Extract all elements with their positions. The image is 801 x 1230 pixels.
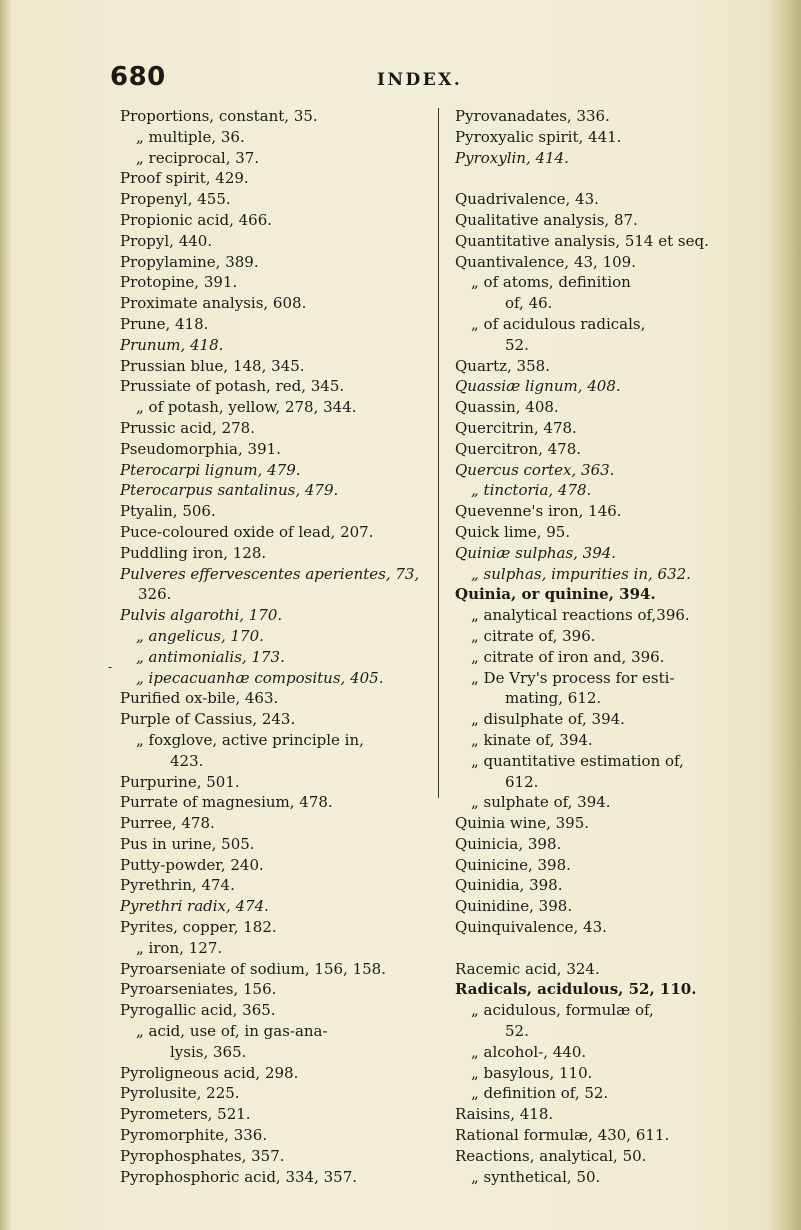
index-entry: „ ipecacuanhæ compositus, 405. bbox=[136, 668, 384, 687]
index-entry: Pseudomorphia, 391. bbox=[120, 439, 281, 458]
index-entry: „ multiple, 36. bbox=[136, 127, 245, 146]
index-entry: „ iron, 127. bbox=[136, 938, 223, 957]
index-entry: 52. bbox=[505, 335, 529, 354]
index-entry: Quinidia, 398. bbox=[455, 876, 563, 895]
index-entry: Pyrophosphates, 357. bbox=[120, 1146, 285, 1165]
index-entry: „ kinate of, 394. bbox=[471, 730, 593, 749]
index-entry: „ of atoms, definition bbox=[471, 273, 631, 292]
index-entry: Prussiate of potash, red, 345. bbox=[120, 377, 345, 396]
index-entry: lysis, 365. bbox=[170, 1042, 247, 1061]
index-entry: Puce-coloured oxide of lead, 207. bbox=[120, 522, 374, 541]
index-entry: Pyrites, copper, 182. bbox=[120, 918, 277, 937]
index-entry: Quercitron, 478. bbox=[455, 439, 582, 458]
index-entry: Purified ox-bile, 463. bbox=[120, 689, 279, 708]
index-entry: „ angelicus, 170. bbox=[136, 626, 264, 645]
running-head: INDEX. bbox=[377, 70, 463, 90]
index-entry: Racemic acid, 324. bbox=[455, 959, 600, 978]
index-entry: Propylamine, 389. bbox=[120, 252, 259, 271]
index-entry: Proof spirit, 429. bbox=[120, 169, 249, 188]
index-entry: Quartz, 358. bbox=[455, 356, 550, 375]
index-entry: Propenyl, 455. bbox=[120, 190, 231, 209]
index-entry: „ acid, use of, in gas-ana- bbox=[136, 1022, 328, 1041]
index-entry: Purrate of magnesium, 478. bbox=[120, 793, 333, 812]
index-entry: Pyroarseniates, 156. bbox=[120, 980, 277, 999]
index-entry: Proximate analysis, 608. bbox=[120, 294, 307, 313]
index-entry: Quassin, 408. bbox=[455, 398, 559, 417]
page-left-edge bbox=[0, 0, 12, 1230]
index-entry: Propyl, 440. bbox=[120, 231, 213, 250]
index-entry: Pyrometers, 521. bbox=[120, 1105, 251, 1124]
index-entry: Quinia, or quinine, 394. bbox=[455, 585, 656, 604]
index-entry: Quick lime, 95. bbox=[455, 522, 571, 541]
index-entry: Quinicine, 398. bbox=[455, 855, 571, 874]
index-entry: Qualitative analysis, 87. bbox=[455, 210, 638, 229]
index-entry: Quercitrin, 478. bbox=[455, 418, 577, 437]
index-entry: „ of acidulous radicals, bbox=[471, 314, 646, 333]
index-entry: „ acidulous, formulæ of, bbox=[471, 1001, 654, 1020]
index-entry: „ disulphate of, 394. bbox=[471, 710, 625, 729]
index-column-right bbox=[455, 106, 755, 1187]
index-entry: Quantivalence, 43, 109. bbox=[455, 252, 636, 271]
index-entry: Pulvis algarothi, 170. bbox=[120, 606, 283, 625]
index-entry: Pyroligneous acid, 298. bbox=[120, 1063, 299, 1082]
margin-mark: - bbox=[108, 660, 113, 674]
index-entry: Prune, 418. bbox=[120, 314, 209, 333]
index-entry: Quiniæ sulphas, 394. bbox=[455, 543, 617, 562]
index-entry: Quinia wine, 395. bbox=[455, 814, 590, 833]
index-entry: 326. bbox=[138, 585, 172, 604]
index-entry: Pyroxyalic spirit, 441. bbox=[455, 127, 622, 146]
index-entry: Pyrethri radix, 474. bbox=[120, 897, 269, 916]
index-entry: Pterocarpus santalinus, 479. bbox=[120, 481, 339, 500]
index-entry: Quercus cortex, 363. bbox=[455, 460, 615, 479]
index-entry: Proportions, constant, 35. bbox=[120, 107, 318, 125]
index-entry: „ quantitative estimation of, bbox=[471, 751, 684, 770]
index-entry: „ definition of, 52. bbox=[471, 1084, 609, 1103]
index-entry: Pyrethrin, 474. bbox=[120, 876, 235, 895]
index-entry: Reactions, analytical, 50. bbox=[455, 1146, 647, 1165]
index-entry: Pus in urine, 505. bbox=[120, 834, 255, 853]
index-entry: „ basylous, 110. bbox=[471, 1063, 593, 1082]
index-gap bbox=[455, 168, 755, 189]
index-entry: Radicals, acidulous, 52, 110. bbox=[455, 980, 697, 999]
index-entry: Purpurine, 501. bbox=[120, 772, 240, 791]
index-entry: Quinquivalence, 43. bbox=[455, 918, 607, 937]
index-entry: „ sulphas, impurities in, 632. bbox=[471, 564, 691, 583]
index-entry: „ of potash, yellow, 278, 344. bbox=[136, 398, 357, 417]
index-entry: Prussic acid, 278. bbox=[120, 418, 255, 437]
index-entry: „ reciprocal, 37. bbox=[136, 148, 260, 167]
index-gap bbox=[455, 938, 755, 959]
index-entry: Pterocarpi lignum, 479. bbox=[120, 460, 301, 479]
index-entry: Quantitative analysis, 514 et seq. bbox=[455, 231, 709, 250]
index-entry: Quinicia, 398. bbox=[455, 834, 562, 853]
index-entry: „ alcohol-, 440. bbox=[471, 1042, 587, 1061]
index-entry: Pyrolusite, 225. bbox=[120, 1084, 240, 1103]
index-entry: Purple of Cassius, 243. bbox=[120, 710, 296, 729]
index-entry: 52. bbox=[505, 1022, 529, 1041]
column-divider bbox=[438, 108, 439, 798]
index-entry: Pyroarseniate of sodium, 156, 158. bbox=[120, 959, 386, 978]
index-entry: Pyromorphite, 336. bbox=[120, 1126, 268, 1145]
index-entry: Prussian blue, 148, 345. bbox=[120, 356, 305, 375]
index-entry: Pyrogallic acid, 365. bbox=[120, 1001, 276, 1020]
page-header bbox=[110, 62, 730, 102]
index-entry: „ sulphate of, 394. bbox=[471, 793, 611, 812]
page-right-edge bbox=[767, 0, 801, 1230]
index-entry: Pulveres effervescentes aperientes, 73, bbox=[120, 564, 420, 583]
index-entry: Pyrophosphoric acid, 334, 357. bbox=[120, 1167, 358, 1186]
index-entry: „ synthetical, 50. bbox=[471, 1167, 601, 1186]
index-entry: Quassiæ lignum, 408. bbox=[455, 377, 621, 396]
index-entry: Protopine, 391. bbox=[120, 273, 238, 292]
index-entry: „ foxglove, active principle in, bbox=[136, 730, 364, 749]
index-entry: Raisins, 418. bbox=[455, 1105, 554, 1124]
index-entry: Purree, 478. bbox=[120, 814, 215, 833]
index-entry: Quevenne's iron, 146. bbox=[455, 502, 622, 521]
index-entry: Pyrovanadates, 336. bbox=[455, 107, 610, 125]
index-entry: Putty-powder, 240. bbox=[120, 855, 264, 874]
index-entry: Puddling iron, 128. bbox=[120, 543, 267, 562]
index-entry: Ptyalin, 506. bbox=[120, 502, 216, 521]
page-number: 680 bbox=[110, 62, 166, 92]
index-column-left bbox=[120, 106, 420, 1187]
index-entry: „ tinctoria, 478. bbox=[471, 481, 592, 500]
index-entry: Rational formulæ, 430, 611. bbox=[455, 1126, 670, 1145]
index-entry: „ antimonialis, 173. bbox=[136, 647, 285, 666]
index-entry: of, 46. bbox=[505, 294, 553, 313]
index-entry: „ De Vry's process for esti- bbox=[471, 668, 675, 687]
index-entry: 423. bbox=[170, 751, 204, 770]
index-entry: „ analytical reactions of,396. bbox=[471, 606, 690, 625]
index-entry: Pyroxylin, 414. bbox=[455, 148, 569, 167]
index-entry: Prunum, 418. bbox=[120, 335, 224, 354]
index-entry: Quinidine, 398. bbox=[455, 897, 573, 916]
index-entry: „ citrate of iron and, 396. bbox=[471, 647, 665, 666]
index-entry: 612. bbox=[505, 772, 539, 791]
index-entry: mating, 612. bbox=[505, 689, 602, 708]
index-entry: „ citrate of, 396. bbox=[471, 626, 596, 645]
index-entry: Quadrivalence, 43. bbox=[455, 190, 599, 209]
index-entry: Propionic acid, 466. bbox=[120, 210, 273, 229]
